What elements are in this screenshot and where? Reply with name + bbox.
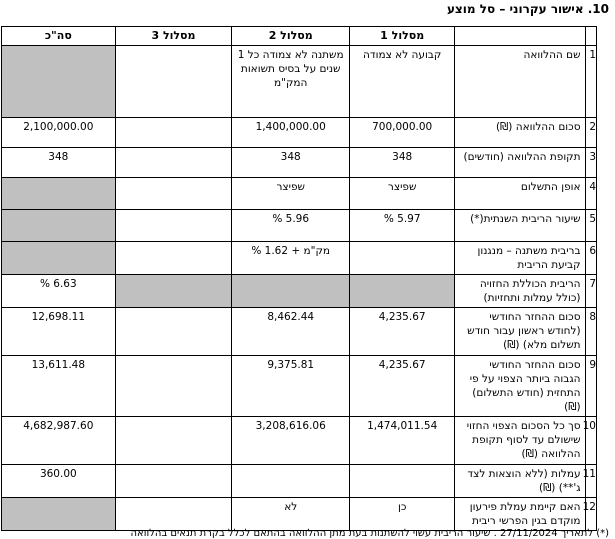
route3-value [115, 308, 232, 356]
table-row [2, 242, 597, 275]
table-row [2, 178, 597, 210]
row-label: האם קיימת עמלת פירעון מוקדם בגין הפרשי ריבית [455, 498, 585, 531]
route3-value [115, 210, 232, 242]
row-number: 1 [585, 46, 596, 118]
row-number: 2 [585, 118, 596, 148]
document-title: 10. אישור עקרוני – סל מוצע [446, 2, 609, 16]
row-label: סכום ההחזר החודשי הגבוה ביותר הצפוי על פי התחזית (חודש התשלום) (₪) [455, 356, 585, 417]
table-row [2, 148, 597, 178]
table-row [2, 210, 597, 242]
route3-value [115, 118, 232, 148]
route3-value [115, 356, 232, 417]
route1-value: 4,235.67 [350, 356, 455, 417]
row-number: 5 [585, 210, 596, 242]
row-number: 4 [585, 178, 596, 210]
total-value [2, 498, 116, 531]
table-row [2, 118, 597, 148]
row-number: 3 [585, 148, 596, 178]
total-value: 6.63 % [2, 275, 116, 308]
route3-value [115, 148, 232, 178]
route1-value: 700,000.00 [350, 118, 455, 148]
header-number [585, 27, 596, 46]
route3-value [115, 465, 232, 498]
table-row [2, 417, 597, 465]
route3-value [115, 46, 232, 118]
route1-value: 348 [350, 148, 455, 178]
header-route3: מסלול 3 [115, 27, 232, 46]
total-value: 12,698.11 [2, 308, 116, 356]
route1-value: 4,235.67 [350, 308, 455, 356]
route2-value: 8,462.44 [232, 308, 350, 356]
row-label: אופן התשלום [455, 178, 585, 210]
table-row [2, 46, 597, 118]
total-value [2, 210, 116, 242]
total-value [2, 46, 116, 118]
route2-value: שפיצר [232, 178, 350, 210]
table-row [2, 465, 597, 498]
route1-value [350, 465, 455, 498]
total-value: 348 [2, 148, 116, 178]
row-label: הריבית הכוללת החזויה (כולל עמלות ותחזיות) [455, 275, 585, 308]
row-label: שם ההלוואה [455, 46, 585, 118]
route1-value [350, 275, 455, 308]
row-label: בריבית משתנה – מנגנון קביעת הריבית [455, 242, 585, 275]
route2-value: משתנה לא צמודה כל 1 שנים על בסיס תשואות המק"מ [232, 46, 350, 118]
route3-value [115, 417, 232, 465]
table-row [2, 275, 597, 308]
route2-value [232, 465, 350, 498]
row-number: 6 [585, 242, 596, 275]
route3-value [115, 242, 232, 275]
row-number: 11 [585, 465, 596, 498]
header-total: סה"כ [2, 27, 116, 46]
route2-value: 9,375.81 [232, 356, 350, 417]
table-row [2, 498, 597, 531]
loan-proposal-table [1, 26, 597, 531]
route1-value: שפיצר [350, 178, 455, 210]
row-number: 7 [585, 275, 596, 308]
route3-value [115, 498, 232, 531]
footnote: (*) לתאריך 27/11/2024 . שיעור הריבית עשוי להשתנות בעת מתן ההלוואה בהתאם לכלל בקרת תנאים בהלוואה [130, 528, 609, 539]
row-label: סכום ההלוואה (₪) [455, 118, 585, 148]
route2-value: לא [232, 498, 350, 531]
row-label: תקופת ההלוואה (חודשים) [455, 148, 585, 178]
row-label: עמלות (ללא הוצאות לצד ג'**) (₪) [455, 465, 585, 498]
route2-value [232, 275, 350, 308]
route3-value [115, 275, 232, 308]
route1-value: 5.97 % [350, 210, 455, 242]
row-number: 12 [585, 498, 596, 531]
header-route1: מסלול 1 [350, 27, 455, 46]
header-label [455, 27, 585, 46]
route1-value: כן [350, 498, 455, 531]
total-value: 13,611.48 [2, 356, 116, 417]
total-value: 4,682,987.60 [2, 417, 116, 465]
route2-value: מק"מ + 1.62 % [232, 242, 350, 275]
route3-value [115, 178, 232, 210]
table-row [2, 356, 597, 417]
row-label: סכום ההחזר החודשי (לחודש ראשון עבור חודש תשלום מלא) (₪) [455, 308, 585, 356]
row-number: 9 [585, 356, 596, 417]
route2-value: 348 [232, 148, 350, 178]
header-route2: מסלול 2 [232, 27, 350, 46]
total-value: 360.00 [2, 465, 116, 498]
row-number: 8 [585, 308, 596, 356]
route1-value: 1,474,011.54 [350, 417, 455, 465]
route1-value [350, 242, 455, 275]
row-label: שיעור הריבית השנתית(*) [455, 210, 585, 242]
route1-value: קבועה לא צמודה [350, 46, 455, 118]
route2-value: 3,208,616.06 [232, 417, 350, 465]
total-value [2, 178, 116, 210]
route2-value: 5.96 % [232, 210, 350, 242]
table-header-row [2, 27, 597, 46]
total-value: 2,100,000.00 [2, 118, 116, 148]
row-label: סך כל הסכום הצפוי החזוי שישולם עד לסוף תקופת ההלוואה (₪) [455, 417, 585, 465]
row-number: 10 [585, 417, 596, 465]
table-row [2, 308, 597, 356]
route2-value: 1,400,000.00 [232, 118, 350, 148]
total-value [2, 242, 116, 275]
